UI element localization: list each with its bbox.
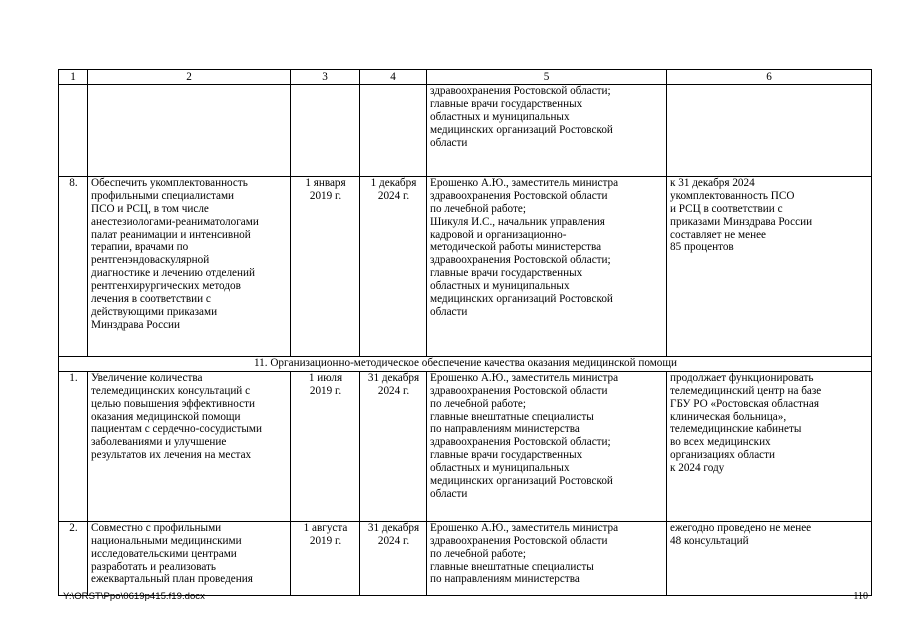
end-date-cell xyxy=(360,84,427,176)
task-cell: Обеспечить укомплектованность профильными специалистами ПСО и РСЦ, в том числе анестезиологами-реаниматологами палат реанимации и интенсивной терапии, врачами по рентгенэндоваскулярной диагностике и лечению отделений рентгенхирургических методов лечения в соответствии с действующими приказами Минздрава России xyxy=(88,176,291,356)
column-number-row xyxy=(59,70,872,85)
table-row xyxy=(59,521,872,595)
task-cell: Совместно с профильными национальными медицинскими исследовательскими центрами разработать и реализовать ежеквартальный план проведения xyxy=(88,521,291,595)
start-date-cell: 1 августа 2019 г. xyxy=(291,521,360,595)
task-cell xyxy=(88,84,291,176)
section-header-row xyxy=(59,356,872,371)
column-number: 5 xyxy=(427,70,667,85)
measures-table xyxy=(58,69,872,596)
responsible-cell: Ерошенко А.Ю., заместитель министра здравоохранения Ростовской области по лечебной работе; главные внештатные специалисты по направлениям министерства здравоохранения Ростовской области; главные врачи государственных областных и муниципальных медицинских организаций Ростовской области xyxy=(427,371,667,521)
result-cell xyxy=(667,84,872,176)
column-number: 1 xyxy=(59,70,88,85)
start-date-cell xyxy=(291,84,360,176)
column-number: 2 xyxy=(88,70,291,85)
task-cell: Увеличение количества телемедицинских консультаций с целью повышения эффективности оказания медицинской помощи пациентам с сердечно-сосудистыми заболеваниями и улучшение результатов их лечения на местах xyxy=(88,371,291,521)
start-date-cell: 1 июля 2019 г. xyxy=(291,371,360,521)
column-number: 3 xyxy=(291,70,360,85)
result-cell: ежегодно проведено не менее 48 консультаций xyxy=(667,521,872,595)
start-date-cell: 1 января 2019 г. xyxy=(291,176,360,356)
table-row xyxy=(59,371,872,521)
responsible-cell: здравоохранения Ростовской области; главные врачи государственных областных и муниципальных медицинских организаций Ростовской области xyxy=(427,84,667,176)
row-number: 2. xyxy=(59,521,88,595)
result-cell: продолжает функционировать телемедицинский центр на базе ГБУ РО «Ростовская областная клиническая больница», телемедицинские кабинеты во всех медицинских организациях области к 2024 году xyxy=(667,371,872,521)
responsible-cell: Ерошенко А.Ю., заместитель министра здравоохранения Ростовской области по лечебной работе; Шикуля И.С., начальник управления кадровой и организационно- методической работы министерства здравоохранения Ростовской области; главные врачи государственных областных и муниципальных медицинских организаций Ростовской области xyxy=(427,176,667,356)
row-number xyxy=(59,84,88,176)
end-date-cell: 1 декабря 2024 г. xyxy=(360,176,427,356)
table-row xyxy=(59,84,872,176)
page-number: 110 xyxy=(853,591,868,602)
column-number: 6 xyxy=(667,70,872,85)
table-row xyxy=(59,176,872,356)
end-date-cell: 31 декабря 2024 г. xyxy=(360,371,427,521)
file-path: Y:\ORST\Ppo\0619p415.f19.docx xyxy=(63,591,205,602)
column-number: 4 xyxy=(360,70,427,85)
responsible-cell: Ерошенко А.Ю., заместитель министра здравоохранения Ростовской области по лечебной работе; главные внештатные специалисты по направлениям министерства xyxy=(427,521,667,595)
row-number: 1. xyxy=(59,371,88,521)
result-cell: к 31 декабря 2024 укомплектованность ПСО и РСЦ в соответствии с приказами Минздрава России составляет не менее 85 процентов xyxy=(667,176,872,356)
row-number: 8. xyxy=(59,176,88,356)
end-date-cell: 31 декабря 2024 г. xyxy=(360,521,427,595)
section-title: 11. Организационно-методическое обеспечение качества оказания медицинской помощи xyxy=(59,356,872,371)
